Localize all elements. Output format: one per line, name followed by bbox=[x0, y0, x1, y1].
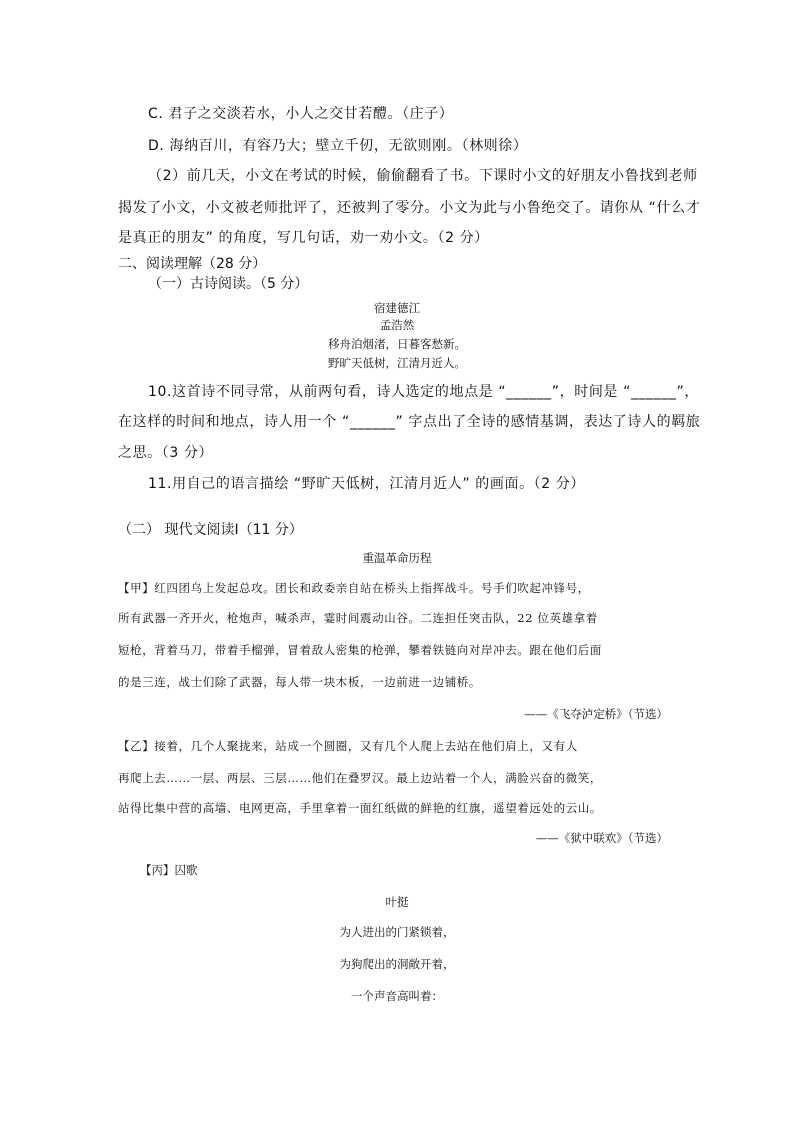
bing-author: 叶挺 bbox=[385, 895, 409, 909]
yi-paragraph-line: 再爬上去……一层、两层、三层……他们在叠罗汉。最上边站着一个人，满脸兴奋的微笑， bbox=[118, 771, 602, 785]
q11-line1: 11.用自己的语言描绘 “野旷天低树，江清月近人” 的画面。（2 分） bbox=[148, 476, 586, 492]
option-c: C. 君子之交淡若水，小人之交甘若醴。（庄子） bbox=[148, 106, 454, 122]
yi-paragraph-line: 【乙】接着，几个人聚拢来，站成一个圆圈，又有几个人爬上去站在他们肩上，又有人 bbox=[118, 739, 578, 753]
bing-poem-line: 为人进出的门紧锁着， bbox=[339, 925, 455, 939]
poem-title: 宿建德江 bbox=[374, 301, 420, 315]
option-d: D. 海纳百川，有容乃大；壁立千仞，无欲则刚。（林则徐） bbox=[148, 138, 528, 154]
poem-line: 移舟泊烟渚，日暮客愁新。 bbox=[328, 337, 466, 351]
q9-part2-line1: （2）前几天，小文在考试的时候，偷偷翻看了书。下课时小文的好朋友小鲁找到老师 bbox=[148, 168, 698, 184]
section-heading: 二、阅读理解（28 分） bbox=[118, 256, 267, 272]
jia-source: ——《飞夺泸定桥》（节选） bbox=[524, 707, 668, 721]
modern-heading: （二） 现代文阅读Ⅰ（11 分） bbox=[118, 522, 303, 538]
q9-part2-line2: 揭发了小文，小文被老师批评了，还被判了零分。小文为此与小鲁绝交了。请你从 “什么才 bbox=[118, 200, 701, 216]
q10-line1: 10.这首诗不同寻常，从前两句看，诗人选定的地点是 “______”，时间是 “______”， bbox=[148, 384, 699, 400]
yi-paragraph-line: 站得比集中营的高墙、电网更高，手里拿着一面红纸做的鲜艳的红旗，遥望着远处的云山。 bbox=[118, 801, 602, 815]
poem-author: 孟浩然 bbox=[379, 318, 415, 332]
q10-line3: 之思。（3 分） bbox=[118, 445, 214, 461]
modern-title: 重温革命历程 bbox=[362, 551, 432, 565]
q10-line2: 在这样的时间和地点，诗人用一个 “______” 字点出了全诗的感情基调，表达了诗人的羁旅 bbox=[118, 414, 701, 430]
jia-paragraph-line: 短枪，背着马刀，带着手榴弹，冒着敌人密集的枪弹，攀着铁链向对岸冲去。跟在他们后面 bbox=[118, 643, 602, 657]
bing-label: 【丙】囚歌 bbox=[140, 863, 198, 877]
yi-source: ——《狱中联欢》（节选） bbox=[535, 831, 668, 845]
bing-poem-line: 一个声音高叫着： bbox=[351, 989, 443, 1003]
jia-paragraph-line: 所有武器一齐开火，枪炮声，喊杀声，霎时间震动山谷。二连担任突击队，22 位英雄拿着 bbox=[118, 611, 598, 625]
subsection-heading: （一）古诗阅读。（5 分） bbox=[148, 276, 309, 292]
poem-line: 野旷天低树，江清月近人。 bbox=[328, 356, 466, 370]
jia-paragraph-line: 的是三连，战士们除了武器，每人带一块木板，一边前进一边铺桥。 bbox=[118, 675, 481, 689]
bing-poem-line: 为狗爬出的洞敞开着， bbox=[339, 957, 455, 971]
q9-part2-line3: 是真正的朋友” 的角度，写几句话，劝一劝小文。（2 分） bbox=[118, 230, 489, 246]
jia-paragraph-line: 【甲】红四团乌上发起总攻。团长和政委亲自站在桥头上指挥战斗。号手们吹起冲锋号， bbox=[118, 581, 590, 595]
